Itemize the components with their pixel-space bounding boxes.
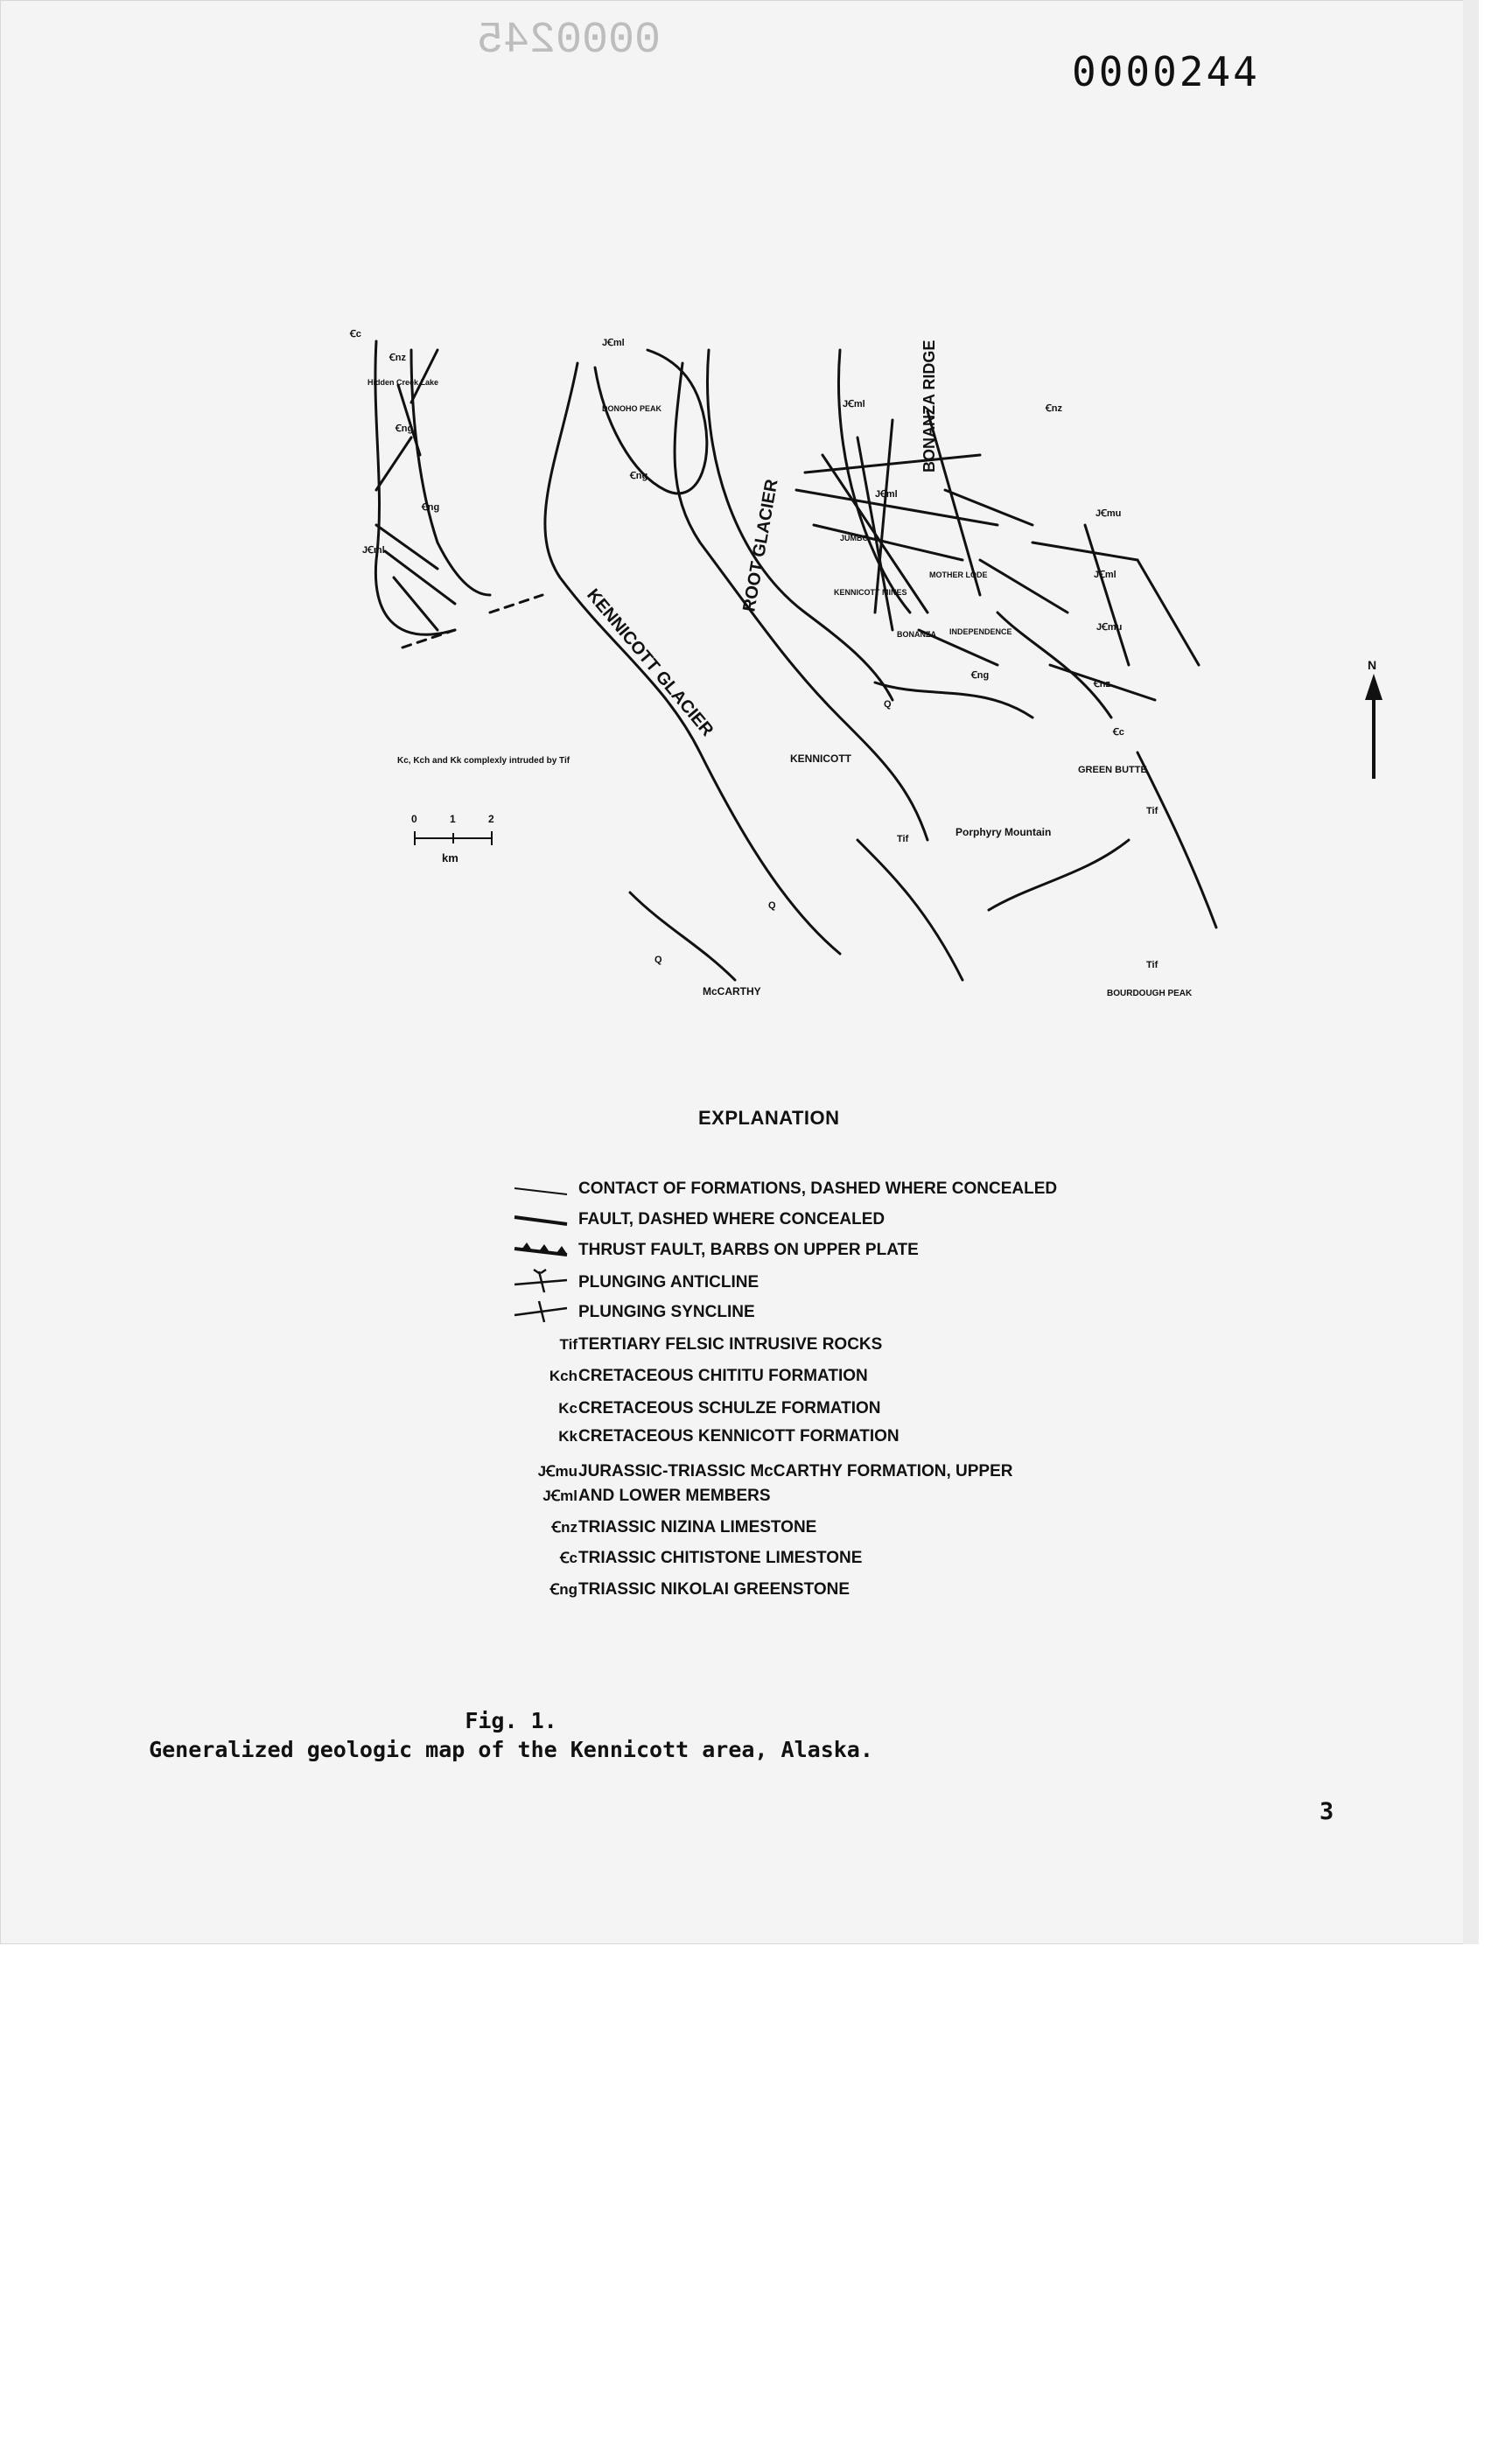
unit-label-jrml-4: JꞒml [875, 489, 898, 500]
legend-item [514, 1177, 1180, 1201]
kennicott-glacier-outline [545, 363, 840, 954]
hidden-creek-lake-label: Hidden Creek Lake [368, 378, 439, 387]
legend-symbol: JꞒml [542, 1488, 578, 1504]
legend-text: PLUNGING ANTICLINE [578, 1273, 760, 1292]
legend-text: TRIASSIC NIKOLAI GREENSTONE [578, 1580, 850, 1599]
unit-label-jrml: JꞒml [362, 545, 385, 556]
independence-label: INDEPENDENCE [949, 627, 1012, 636]
geologic-map [0, 0, 1479, 1138]
legend-text: CRETACEOUS SCHULZE FORMATION [578, 1399, 881, 1418]
unit-label-q: Q [884, 699, 892, 710]
legend-item [514, 1364, 1180, 1389]
legend-item [514, 1460, 1180, 1484]
legend-symbol: Kch [549, 1368, 578, 1384]
unit-label-rnz: Ꞓnz [389, 353, 406, 363]
legend-text: TRIASSIC NIZINA LIMESTONE [578, 1518, 817, 1536]
scale-tick-0: 0 [411, 813, 417, 825]
unit-label-rc-2: Ꞓc [1113, 727, 1124, 738]
page-number: 3 [1320, 1798, 1334, 1825]
legend-text: TRIASSIC CHITISTONE LIMESTONE [578, 1549, 863, 1567]
legend-item [514, 1546, 1180, 1571]
unit-label-jrmu: JꞒmu [1096, 508, 1122, 519]
donoho-outline [595, 350, 707, 494]
legend-symbol: Kk [558, 1428, 578, 1445]
legend-item [514, 1396, 1180, 1421]
mccarthy-label: McCARTHY [703, 985, 761, 998]
unit-label-rnz-3: Ꞓnz [1094, 679, 1110, 690]
unit-label-tif-3: Tif [1146, 960, 1158, 970]
north-label: N [1368, 658, 1377, 672]
legend-item [514, 1208, 1180, 1232]
kennicott-mines-label: KENNICOTT MINES [834, 588, 907, 597]
unit-label-rnz-2: Ꞓnz [1046, 403, 1062, 414]
bonanza-label: BONANZA [897, 630, 936, 639]
unit-label-jrml-5: JꞒml [1094, 570, 1116, 580]
figure-caption: Generalized geologic map of the Kennicott area, Alaska. [149, 1737, 873, 1762]
kennicott-label: KENNICOTT [790, 752, 851, 765]
bonanza-ridge-label: BONANZA RIDGE [920, 340, 938, 472]
legend-text: CRETACEOUS CHITITU FORMATION [578, 1367, 868, 1385]
legend-symbol: Ꞓnz [551, 1519, 578, 1536]
jumbo-label: JUMBO [840, 534, 869, 542]
legend-item [514, 1238, 1180, 1263]
legend-item [514, 1333, 1180, 1357]
legend-symbol: JꞒmu [537, 1463, 578, 1480]
bleed-through-doc-number: 0000245 [477, 16, 662, 66]
legend-text: CRETACEOUS KENNICOTT FORMATION [578, 1427, 900, 1446]
scale-bar [415, 831, 492, 845]
scale-unit: km [442, 851, 458, 864]
unit-label-tif-2: Tif [897, 834, 909, 844]
legend-symbol: Ꞓc [560, 1550, 578, 1566]
legend-text: TERTIARY FELSIC INTRUSIVE ROCKS [578, 1335, 883, 1354]
legend-symbol: Tif [559, 1336, 578, 1353]
legend-symbol [514, 1208, 578, 1232]
legend-item [514, 1270, 1180, 1295]
unit-label-rng-3: Ꞓng [630, 471, 648, 481]
legend-text: AND LOWER MEMBERS [578, 1487, 771, 1505]
unit-label-jrmu-2: JꞒmu [1096, 622, 1123, 633]
legend-item [514, 1516, 1180, 1540]
scale-tick-2: 2 [488, 813, 494, 825]
green-butte-label: GREEN BUTTE [1078, 765, 1147, 775]
bourdough-peak-label: BOURDOUGH PEAK [1107, 989, 1193, 998]
legend-symbol: Kc [558, 1400, 578, 1417]
legend-symbol [514, 1177, 578, 1201]
legend-item [514, 1578, 1180, 1602]
unit-label-rng-2: Ꞓng [422, 502, 440, 513]
legend-text: JURASSIC-TRIASSIC McCARTHY FORMATION, UPPER [578, 1462, 1013, 1480]
root-glacier-outline-east [838, 350, 910, 612]
legend-text: THRUST FAULT, BARBS ON UPPER PLATE [578, 1241, 919, 1259]
legend-text: FAULT, DASHED WHERE CONCEALED [578, 1210, 886, 1228]
unit-label-rng-4: Ꞓng [971, 670, 990, 681]
kennicott-glacier-outline-east [675, 363, 928, 840]
unit-label-q-3: Q [654, 955, 662, 965]
legend-text: CONTACT OF FORMATIONS, DASHED WHERE CONCEALED [578, 1180, 1058, 1198]
doc-number: 0000244 [1072, 48, 1260, 95]
figure-number: Fig. 1. [465, 1708, 557, 1733]
legend-symbol [514, 1238, 578, 1263]
legend-symbol [514, 1300, 578, 1325]
legend-text: PLUNGING SYNCLINE [578, 1303, 755, 1321]
legend-item [514, 1484, 1180, 1508]
legend-symbol [514, 1270, 578, 1295]
porphyry-mountain-label: Porphyry Mountain [956, 826, 1052, 838]
root-glacier-label: ROOT GLACIER [739, 478, 782, 613]
unit-label-jrml-2: JꞒml [602, 338, 625, 348]
north-arrow-icon [1365, 674, 1382, 700]
unit-label-tif: Tif [1146, 806, 1158, 816]
donoho-peak-label: DONOHO PEAK [602, 404, 662, 413]
legend-symbol: Ꞓng [550, 1581, 578, 1598]
scale-tick-1: 1 [450, 813, 456, 825]
unit-label-rng: Ꞓng [396, 424, 414, 434]
unit-label-rc: Ꞓc [350, 329, 361, 340]
legend-item [514, 1424, 1180, 1449]
legend-item [514, 1300, 1180, 1325]
legend-title: EXPLANATION [698, 1107, 840, 1129]
unit-label-q-2: Q [768, 900, 776, 911]
kennicott-glacier-label-1: KENNICOTT GLACIER [583, 585, 718, 740]
intrusion-note: Kc, Kch and Kk complexly intruded by Tif [397, 756, 570, 766]
unit-label-jrml-3: JꞒml [843, 399, 865, 410]
mother-lode-label: MOTHER LODE [929, 570, 988, 579]
